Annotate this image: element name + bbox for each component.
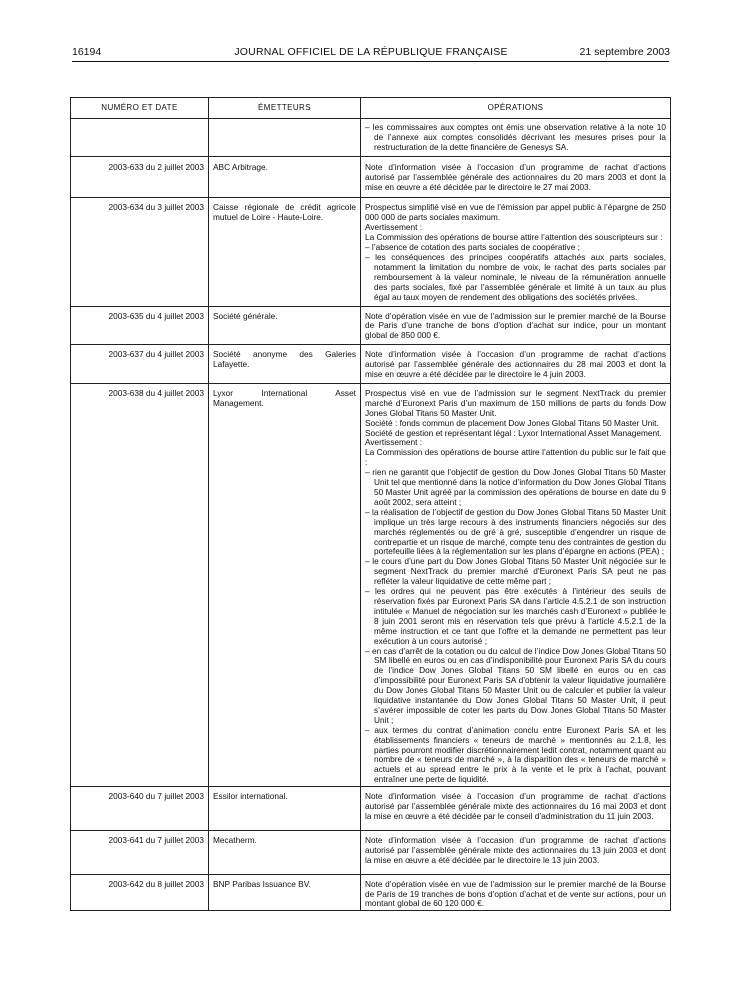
operation-paragraph: – rien ne garantit que l’objectif de gestion du Dow Jones Global Titans 50 Master Unit tel que mentionné dans la notice d’information du Dow Jones Global Titans 50 Master Unit agréé par la commission des opérations de bourse en date du 9 août 2002, sera atteint ; [365, 467, 666, 507]
operation-paragraph: Note d’information visée à l’occasion d’un programme de rachat d’actions autorisé par l’assemblée générale des actionnaires du 20 mars 2003 et dont la mise en œuvre a été décidée par le directoire le 27 mai 2003. [365, 161, 666, 192]
table-row [71, 156, 671, 198]
table-row [71, 306, 671, 345]
entry-number-date [71, 119, 209, 157]
operation-paragraph: – les conséquences des principes coopératifs attachés aux parts sociales, notamment la limitation du nombre de voix, le rachat des parts sociales par remboursement à la valeur nominale, le niveau de la rémunération annuelle des parts sociales, fixé par l’assemblée générale et limité à un taux au plus égal au taux moyen de rendement des obligations des sociétés privées. [365, 251, 666, 302]
operation-description [361, 787, 671, 831]
operation-paragraph: Note d’opération visée en vue de l’admission sur le premier marché de la Bourse de Paris de 19 tranches de bons d’option d’achat et de vente sur actions, pour un montant global de 60 120 000 €. [365, 878, 666, 909]
operation-paragraph: – le cours d’une part du Dow Jones Global Titans 50 Master Unit négociée sur le segment NextTrack du premier marché d’Euronext Paris SA peut ne pas refléter la valeur liquidative de cette même part ; [365, 556, 666, 587]
operation-description [361, 306, 671, 345]
table-row [71, 787, 671, 831]
entry-number-date: 2003-637 du 4 juillet 2003 [71, 345, 209, 384]
operation-paragraph: – la réalisation de l’objectif de gestion du Dow Jones Global Titans 50 Master Unit implique un très large recours à des instruments financiers négociés sur des marchés réglementés ou de gré à gré, susceptible d’engendrer un risque de contrepartie et un risque de marché, compte tenu des contraintes de gestion du portefeuille liées à la réglementation sur les plans d’épargne en actions (PEA) ; [365, 506, 666, 557]
table-row [71, 830, 671, 874]
operation-paragraph: Note d’information visée à l’occasion d’un programme de rachat d’actions autorisé par l’assemblée générale mixte des actionnaires du 16 mai 2003 et dont la mise en œuvre a été décidée par le conseil d’administration du 11 juin 2003. [365, 791, 666, 821]
operation-paragraph: – les ordres qui ne peuvent pas être exécutés à l’intérieur des seuils de réservation fixés par Euronext Paris SA dans l’article 4.5.2.1 de son instruction intitulée « Manuel de négociation sur les marchés cash d’Euronext » publiée le 8 juin 2001 seront mis en réservation tels que prévu à l’article 4.5.2.1 de la même instruction et ce tant que l’offre et la demande ne permettent pas leur exécution à un cours autorisé ; [365, 586, 666, 646]
issuer-name: Caisse régionale de crédit agricole mutuel de Loire - Haute-Loire. [209, 198, 361, 306]
issuer-name: Essilor international. [209, 787, 361, 831]
table-row [71, 345, 671, 384]
operation-paragraph: Note d’opération visée en vue de l’admission sur le premier marché de la Bourse de Paris d’une tranche de bons d’option d’achat sur indice, pour un montant global de 850 000 €. [365, 310, 666, 341]
operation-paragraph: Prospectus simplifié visé en vue de l’émission par appel public à l’épargne de 250 000 000 de parts sociales maximum. [365, 202, 666, 223]
table-row [71, 119, 671, 157]
issuer-name: Société anonyme des Galeries Lafayette. [209, 345, 361, 384]
operation-paragraph: La Commission des opérations de bourse attire l’attention des souscripteurs sur : [365, 232, 663, 243]
column-header-number: NUMÉRO ET DATE [71, 98, 209, 119]
entry-number-date: 2003-642 du 8 juillet 2003 [71, 874, 209, 911]
entry-number-date: 2003-633 du 2 juillet 2003 [71, 156, 209, 198]
issuer-name: ABC Arbitrage. [209, 156, 361, 198]
operation-paragraph: Prospectus visé en vue de l’admission sur le segment NextTrack du premier marché d’Euronext Paris d’un maximum de 150 millions de parts du fonds Dow Jones Global Titans 50 Master Unit. [365, 387, 666, 418]
entry-number-date: 2003-634 du 3 juillet 2003 [71, 198, 209, 306]
page-header [72, 46, 670, 60]
table-row [71, 874, 671, 911]
operation-description [361, 874, 671, 911]
journal-title: JOURNAL OFFICIEL DE LA RÉPUBLIQUE FRANÇAISE [234, 46, 508, 58]
operation-paragraph: – en cas d’arrêt de la cotation ou du calcul de l’indice Dow Jones Global Titans 50 SM libellé en euros ou en cas d’indisponibilité pour Euronext Paris SA du cours de l’indice Dow Jones Global Titans 50 SM libellé en euros ou en cas d’impossibilité pour Euronext Paris SA d’obtenir la valeur liquidative journalière du Dow Jones Global Titans 50 Master Unit ou de calculer et publier la valeur liquidative instantanée du Dow Jones Global Titans 50 Master Unit, il peut s’avérer impossible de coter les parts du Dow Jones Global Titans 50 Master Unit ; [365, 645, 666, 725]
operation-description [361, 119, 671, 157]
operation-paragraph: – l’absence de cotation des parts sociales de coopérative ; [365, 242, 580, 253]
issuer-name: Lyxor International Asset Management. [209, 383, 361, 786]
issuer-name [209, 119, 361, 157]
operation-paragraph: Société : fonds commun de placement Dow Jones Global Titans 50 Master Unit. [365, 417, 659, 428]
operation-description [361, 345, 671, 384]
table-row [71, 198, 671, 306]
header-rule [72, 61, 669, 62]
table-header-row [71, 98, 671, 119]
operation-paragraph: Note d’information visée à l’occasion d’un programme de rachat d’actions autorisé par l’assemblée générale mixte des actionnaires du 13 juin 2003 et dont la mise en œuvre a été décidée par le directoire le 13 juin 2003. [365, 834, 666, 865]
entry-number-date: 2003-638 du 4 juillet 2003 [71, 383, 209, 786]
operations-table [70, 97, 671, 911]
operation-paragraph: Avertissement : [365, 222, 423, 233]
entry-number-date: 2003-640 du 7 juillet 2003 [71, 787, 209, 831]
operation-paragraph: Avertissement : [365, 437, 423, 448]
operation-description [361, 198, 671, 306]
issuer-name: Société générale. [209, 306, 361, 345]
operation-description [361, 830, 671, 874]
publication-date: 21 septembre 2003 [579, 46, 670, 58]
operation-paragraph: La Commission des opérations de bourse attire l’attention du public sur le fait que : [365, 447, 666, 468]
entry-number-date: 2003-641 du 7 juillet 2003 [71, 830, 209, 874]
operation-description [361, 156, 671, 198]
operation-paragraph: Note d’information visée à l’occasion d’un programme de rachat d’actions autorisé par l’assemblée générale des actionnaires du 28 mai 2003 et dont la mise en œuvre a été décidée par le directoire le 4 juin 2003. [365, 349, 666, 380]
entry-number-date: 2003-635 du 4 juillet 2003 [71, 306, 209, 345]
operation-paragraph: – aux termes du contrat d’animation conclu entre Euronext Paris SA et les établissements financiers « teneurs de marché » mentionnés au 2.1.8, les parties pourront modifier discrétionnairement ledit contrat, notamment quant au nombre de « teneurs de marché », à la disparition des « teneurs de marché » actuels et au spread entre le prix à la vente et le prix à l’achat, pouvant entraîner une perte de liquidité. [365, 724, 666, 785]
issuer-name: Mecatherm. [209, 830, 361, 874]
issuer-name: BNP Paribas Issuance BV. [209, 874, 361, 911]
table-row [71, 383, 671, 786]
column-header-issuers: ÉMETTEURS [209, 98, 361, 119]
operation-paragraph: Société de gestion et représentant légal : Lyxor International Asset Management. [365, 427, 662, 438]
page-number: 16194 [72, 46, 102, 58]
column-header-operations: OPÉRATIONS [361, 98, 671, 119]
operation-description [361, 383, 671, 786]
operation-paragraph: – les commissaires aux comptes ont émis une observation relative à la note 10 de l’annexe aux comptes consolidés décrivant les mesures prises pour la restructuration de la dette financière de Genesys SA. [365, 122, 666, 152]
